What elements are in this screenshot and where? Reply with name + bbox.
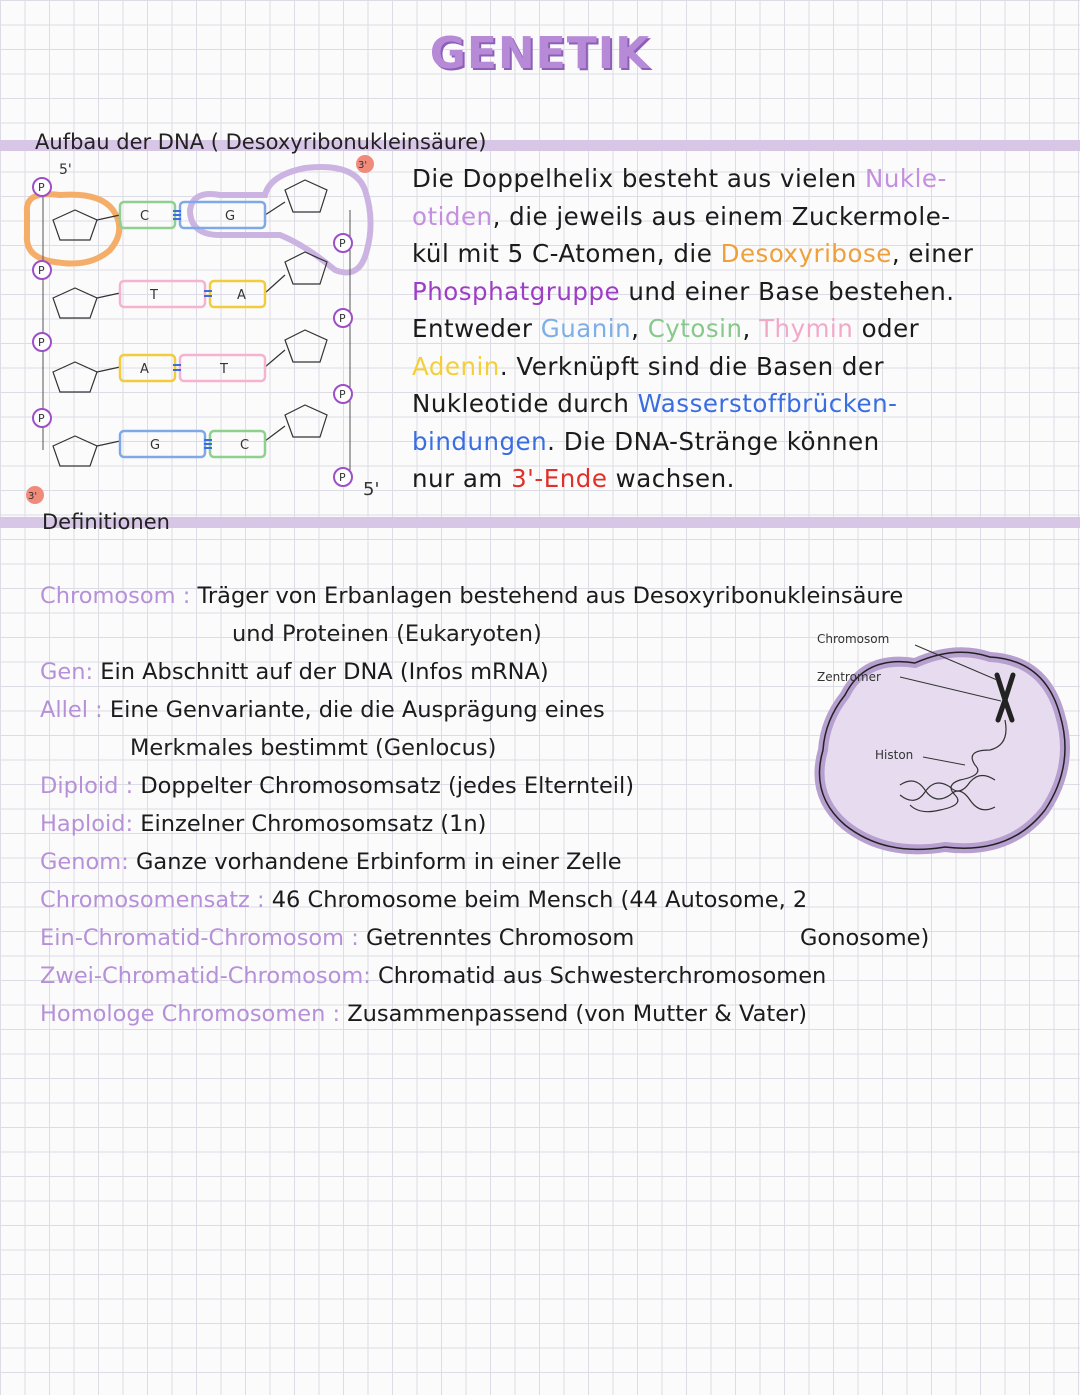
phosphate-1: P bbox=[38, 181, 45, 194]
paragraph-segment: otiden bbox=[412, 201, 493, 231]
paragraph-segment: , bbox=[631, 314, 648, 343]
paragraph-segment: Nukleotide durch bbox=[412, 389, 638, 418]
paragraph-segment: Entweder bbox=[412, 314, 541, 343]
paragraph-segment: , bbox=[742, 314, 760, 343]
paragraph-segment: und einer Base bestehen. bbox=[620, 276, 955, 306]
paragraph-segment: Guanin bbox=[540, 314, 632, 343]
paragraph-segment: Adenin bbox=[412, 351, 500, 381]
dna-structure-diagram bbox=[15, 150, 395, 514]
paragraph-segment: , einer bbox=[891, 239, 974, 268]
base-c-4: C bbox=[240, 438, 250, 453]
paragraph-segment: , die jeweils aus einem Zuckermole- bbox=[492, 201, 951, 231]
page-title: GENETIK bbox=[429, 28, 651, 79]
base-a-3: A bbox=[140, 362, 149, 377]
paragraph-segment: bindungen bbox=[412, 426, 548, 456]
end-5-bottom: 5' bbox=[363, 479, 380, 500]
cell-chromosome-figure bbox=[805, 625, 1075, 869]
base-g-4: G bbox=[150, 438, 161, 453]
dna-description bbox=[412, 160, 1072, 498]
phosphate-7: P bbox=[339, 388, 346, 401]
definition-chromosom-cont: und Proteinen (Eukaryoten) bbox=[232, 621, 542, 647]
paragraph-segment: Nukle- bbox=[865, 164, 947, 193]
definition-allel: Allel : Eine Genvariante, die die Ausprägung eines bbox=[40, 697, 605, 723]
end-5-top: 5' bbox=[59, 162, 72, 178]
definition-allel-cont: Merkmales bestimmt (Genlocus) bbox=[130, 735, 497, 761]
paragraph-segment: Desoxyribose bbox=[720, 239, 892, 268]
definition-chromosomensatz: Chromosomensatz : 46 Chromosome beim Mensch (44 Autosome, 2 bbox=[40, 887, 808, 913]
paragraph-segment: Die Doppelhelix besteht aus vielen bbox=[412, 164, 866, 193]
end-3-bottom: 3' bbox=[28, 491, 38, 502]
sugar-highlight bbox=[27, 194, 119, 263]
base-t-2: T bbox=[150, 288, 158, 303]
base-g-1: G bbox=[225, 209, 236, 224]
definition-zwei-chromatid: Zwei-Chromatid-Chromosom: Chromatid aus Schwesterchromosomen bbox=[40, 963, 827, 989]
paragraph-segment: nur am bbox=[412, 464, 512, 493]
end-3-top: 3' bbox=[358, 160, 368, 171]
definition-chromosomensatz-cont: Gonosome) bbox=[800, 925, 930, 951]
phosphate-4: P bbox=[38, 412, 45, 425]
nucleotide-highlight bbox=[190, 167, 371, 273]
label-zentromer: Zentromer bbox=[817, 670, 881, 684]
paragraph-segment: Cytosin bbox=[647, 314, 743, 343]
phosphate-5: P bbox=[339, 237, 346, 250]
paragraph-segment: . Die DNA-Stränge können bbox=[547, 426, 880, 456]
phosphate-6: P bbox=[339, 312, 346, 325]
base-a-2: A bbox=[237, 288, 246, 303]
label-chromosom: Chromosom bbox=[817, 632, 890, 646]
definition-homologe: Homologe Chromosomen : Zusammenpassend (von Mutter & Vater) bbox=[40, 1001, 808, 1027]
definition-gen: Gen: Ein Abschnitt auf der DNA (Infos mRNA) bbox=[40, 659, 549, 685]
definition-diploid: Diploid : Doppelter Chromosomsatz (jedes Elternteil) bbox=[40, 773, 635, 799]
paragraph-segment: kül mit 5 C-Atomen, die bbox=[412, 239, 721, 268]
phosphate-3: P bbox=[38, 336, 45, 349]
paragraph-segment: oder bbox=[853, 314, 920, 343]
definition-haploid: Haploid: Einzelner Chromosomsatz (1n) bbox=[40, 811, 487, 837]
paragraph-segment: wachsen. bbox=[607, 464, 735, 493]
section-heading-dna: Aufbau der DNA ( Desoxyribonukleinsäure) bbox=[35, 130, 487, 154]
base-t-3: T bbox=[220, 362, 228, 377]
paragraph-segment: Thymin bbox=[759, 314, 854, 343]
paragraph-segment: Phosphatgruppe bbox=[412, 276, 621, 306]
label-histon: Histon bbox=[875, 748, 914, 762]
section-heading-definitions: Definitionen bbox=[42, 510, 170, 534]
definition-chromosom: Chromosom : Träger von Erbanlagen bestehend aus Desoxyribonukleinsäure bbox=[40, 583, 904, 609]
paragraph-segment: 3'-Ende bbox=[511, 464, 608, 493]
phosphate-2: P bbox=[38, 264, 45, 277]
base-c-1: C bbox=[140, 209, 150, 224]
paragraph-segment: . Verknüpft sind die Basen der bbox=[499, 351, 885, 381]
phosphate-8: P bbox=[339, 471, 346, 484]
definition-ein-chromatid: Ein-Chromatid-Chromosom : Getrenntes Chromosom bbox=[40, 925, 635, 951]
paragraph-segment: Wasserstoffbrücken- bbox=[637, 389, 898, 418]
definition-genom: Genom: Ganze vorhandene Erbinform in einer Zelle bbox=[40, 849, 622, 875]
